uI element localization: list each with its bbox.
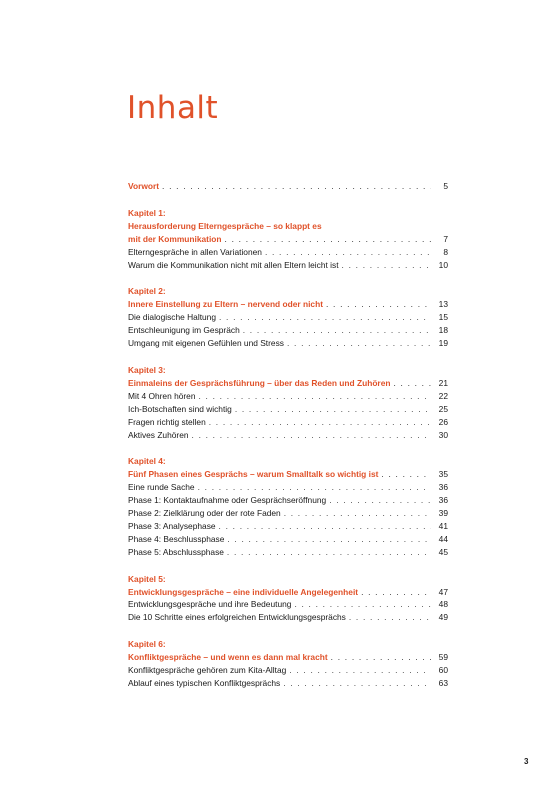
toc-entry-page: 26 xyxy=(438,416,448,427)
toc-entry-title: Die 10 Schritte eines erfolgreichen Entwicklungsgesprächs xyxy=(128,612,346,623)
toc-entry[interactable] xyxy=(128,677,448,690)
toc-entry[interactable] xyxy=(128,246,448,259)
toc-section-kapitel-3 xyxy=(128,364,448,441)
table-of-contents xyxy=(128,180,448,704)
dot-leader xyxy=(393,377,431,390)
chapter-label: Kapitel 3: xyxy=(128,364,166,375)
toc-entry-title: Ich-Botschaften sind wichtig xyxy=(128,403,232,414)
toc-entry-title: Konfliktgespräche gehören zum Kita-Alltag xyxy=(128,665,287,676)
toc-entry[interactable] xyxy=(128,403,448,416)
dot-leader xyxy=(287,337,431,350)
toc-entry-page: 30 xyxy=(438,429,448,440)
toc-entry-page: 10 xyxy=(438,259,448,270)
toc-entry[interactable] xyxy=(128,507,448,520)
toc-entry-title: Vorwort xyxy=(128,181,160,191)
toc-entry[interactable] xyxy=(128,429,448,442)
page-number: 3 xyxy=(524,757,529,766)
toc-entry-page: 44 xyxy=(438,533,448,544)
toc-section-kapitel-6 xyxy=(128,638,448,690)
toc-entry-title: Mit 4 Ohren hören xyxy=(128,390,196,401)
dot-leader xyxy=(381,468,431,481)
chapter-label: Kapitel 5: xyxy=(128,573,166,584)
toc-entry-page: 36 xyxy=(438,482,448,493)
toc-entry[interactable] xyxy=(128,390,448,403)
toc-entry-title: Die dialogische Haltung xyxy=(128,312,216,323)
dot-leader xyxy=(219,311,431,324)
dot-leader xyxy=(227,546,431,559)
toc-entry-page: 63 xyxy=(438,678,448,688)
toc-entry[interactable] xyxy=(128,494,448,507)
dot-leader xyxy=(289,664,431,677)
toc-entry-title: Entschleunigung im Gespräch xyxy=(128,325,240,336)
chapter-label: Kapitel 2: xyxy=(128,286,166,297)
dot-leader xyxy=(199,390,432,403)
toc-section-kapitel-5 xyxy=(128,573,448,625)
toc-entry-page: 39 xyxy=(438,508,448,519)
toc-entry-page: 36 xyxy=(438,495,448,506)
toc-entry[interactable] xyxy=(128,520,448,533)
toc-entry-title: Ablauf eines typischen Konfliktgesprächs xyxy=(128,678,281,688)
chapter-label: Kapitel 6: xyxy=(128,639,166,650)
dot-leader xyxy=(361,586,431,599)
dot-leader xyxy=(331,651,431,664)
chapter-label: Kapitel 4: xyxy=(128,456,166,467)
toc-entry[interactable] xyxy=(128,611,448,624)
toc-entry[interactable] xyxy=(128,337,448,350)
toc-entry-title: Umgang mit eigenen Gefühlen und Stress xyxy=(128,338,284,349)
toc-chapter-heading[interactable] xyxy=(128,586,448,599)
toc-entry[interactable] xyxy=(128,598,448,611)
dot-leader xyxy=(225,233,431,246)
toc-entry-page: 21 xyxy=(438,377,448,388)
toc-entry-title: Innere Einstellung zu Eltern – nervend oder nicht xyxy=(128,299,323,310)
dot-leader xyxy=(162,180,431,193)
toc-entry-page: 15 xyxy=(438,312,448,323)
toc-entry[interactable] xyxy=(128,533,448,546)
toc-entry-title: mit der Kommunikation xyxy=(128,233,222,244)
dot-leader xyxy=(329,494,431,507)
toc-entry-title: Entwicklungsgespräche und ihre Bedeutung xyxy=(128,599,292,610)
toc-chapter-heading[interactable] xyxy=(128,468,448,481)
page-title: Inhalt xyxy=(127,90,219,126)
toc-entry-page: 18 xyxy=(438,325,448,336)
toc-section-vorwort xyxy=(128,180,448,193)
toc-entry-page: 7 xyxy=(443,233,448,244)
dot-leader xyxy=(198,481,431,494)
toc-entry[interactable] xyxy=(128,416,448,429)
toc-entry[interactable] xyxy=(128,546,448,559)
dot-leader xyxy=(342,259,431,272)
toc-section-kapitel-4 xyxy=(128,455,448,558)
toc-entry-page: 49 xyxy=(438,612,448,623)
toc-chapter-heading[interactable] xyxy=(128,298,448,311)
toc-entry[interactable] xyxy=(128,481,448,494)
toc-section-kapitel-1 xyxy=(128,207,448,272)
toc-entry-page: 19 xyxy=(438,338,448,349)
toc-entry-page: 5 xyxy=(443,181,448,191)
dot-leader xyxy=(283,677,431,690)
toc-entry-title: Phase 3: Analysephase xyxy=(128,520,216,531)
toc-entry-title: Fünf Phasen eines Gesprächs – warum Smalltalk so wichtig ist xyxy=(128,469,379,480)
toc-entry-page: 48 xyxy=(438,599,448,610)
dot-leader xyxy=(284,507,431,520)
toc-entry-title: Phase 1: Kontaktaufnahme oder Gesprächseröffnung xyxy=(128,495,327,506)
toc-entry-page: 25 xyxy=(438,403,448,414)
toc-entry-title: Einmaleins der Gesprächsführung – über das Reden und Zuhören xyxy=(128,377,391,388)
toc-entry-title: Fragen richtig stellen xyxy=(128,416,206,427)
dot-leader xyxy=(265,246,431,259)
dot-leader xyxy=(227,533,431,546)
toc-entry-page: 45 xyxy=(438,546,448,557)
toc-entry-vorwort[interactable] xyxy=(128,180,448,193)
toc-entry-title: Eine runde Sache xyxy=(128,482,195,493)
toc-entry-page: 13 xyxy=(438,299,448,310)
dot-leader xyxy=(219,520,431,533)
toc-entry-page: 59 xyxy=(438,652,448,663)
dot-leader xyxy=(209,416,431,429)
dot-leader xyxy=(243,324,431,337)
toc-entry-page: 47 xyxy=(438,586,448,597)
dot-leader xyxy=(294,598,431,611)
toc-entry[interactable] xyxy=(128,259,448,272)
dot-leader xyxy=(349,611,431,624)
toc-entry-title: Elterngespräche in allen Variationen xyxy=(128,246,262,257)
toc-entry-title: Warum die Kommunikation nicht mit allen Eltern leicht ist xyxy=(128,259,339,270)
toc-entry[interactable] xyxy=(128,324,448,337)
toc-entry[interactable] xyxy=(128,311,448,324)
toc-entry-page: 22 xyxy=(438,390,448,401)
toc-section-kapitel-2 xyxy=(128,285,448,350)
toc-chapter-heading[interactable] xyxy=(128,377,448,390)
toc-entry-page: 41 xyxy=(438,520,448,531)
chapter-heading-line: Herausforderung Elterngespräche – so klappt es xyxy=(128,220,322,231)
dot-leader xyxy=(326,298,431,311)
toc-entry-title: Phase 5: Abschlussphase xyxy=(128,546,224,557)
toc-entry-page: 60 xyxy=(438,665,448,676)
dot-leader xyxy=(235,403,431,416)
toc-entry-page: 35 xyxy=(438,469,448,480)
toc-entry-title: Phase 2: Zielklärung oder der rote Faden xyxy=(128,508,281,519)
toc-entry-title: Entwicklungsgespräche – eine individuelle Angelegenheit xyxy=(128,586,359,597)
dot-leader xyxy=(192,429,431,442)
toc-entry[interactable] xyxy=(128,664,448,677)
toc-entry-title: Aktives Zuhören xyxy=(128,429,189,440)
toc-entry-title: Phase 4: Beschlussphase xyxy=(128,533,225,544)
toc-chapter-heading[interactable] xyxy=(128,233,448,246)
toc-entry-title: Konfliktgespräche – und wenn es dann mal kracht xyxy=(128,652,328,663)
toc-chapter-heading[interactable] xyxy=(128,651,448,664)
chapter-label: Kapitel 1: xyxy=(128,207,166,218)
toc-entry-page: 8 xyxy=(443,246,448,257)
